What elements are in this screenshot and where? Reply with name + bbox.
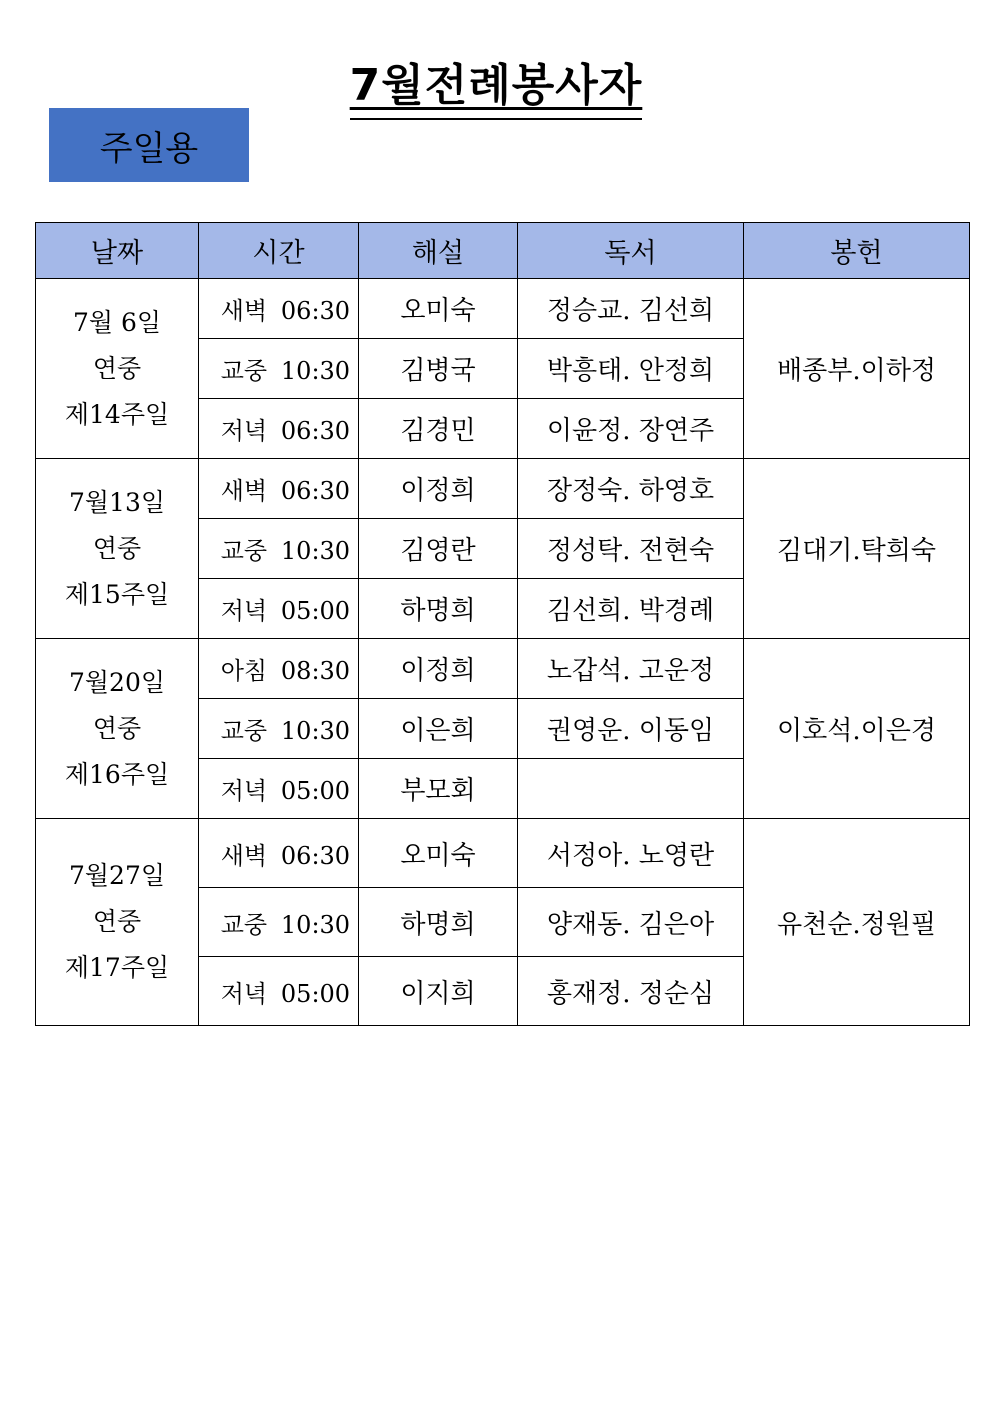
narrator-cell: 이정희	[359, 459, 518, 519]
readers-cell	[518, 759, 744, 819]
readers-cell: 노갑석. 고운정	[518, 639, 744, 699]
week-text: 제14주일	[64, 399, 170, 429]
page-title: 7월전례봉사자	[350, 58, 643, 120]
season-text: 연중	[92, 533, 142, 563]
season-text: 연중	[92, 713, 142, 743]
mass-label: 저녁	[220, 777, 268, 805]
table-row	[36, 639, 970, 699]
mass-label: 저녁	[220, 597, 268, 625]
header-time: 시간	[199, 223, 359, 279]
header-narrator: 해설	[359, 223, 518, 279]
readers-cell: 김선희. 박경례	[518, 579, 744, 639]
mass-time: 05:00	[280, 777, 351, 805]
mass-time: 05:00	[280, 979, 351, 1008]
time-cell	[199, 579, 359, 639]
header-row	[36, 223, 970, 279]
time-cell	[199, 699, 359, 759]
date-cell	[36, 639, 199, 819]
offering-cell: 배종부.이하정	[744, 279, 970, 459]
readers-cell: 박흥태. 안정희	[518, 339, 744, 399]
time-cell	[199, 759, 359, 819]
schedule-table	[35, 222, 970, 1026]
mass-label: 교중	[220, 357, 268, 385]
mass-time: 05:00	[280, 597, 351, 625]
header-offering: 봉헌	[744, 223, 970, 279]
mass-time: 06:30	[280, 297, 351, 325]
mass-time: 08:30	[280, 657, 351, 685]
season-text: 연중	[92, 353, 142, 383]
mass-label: 교중	[220, 717, 268, 745]
mass-time: 06:30	[280, 477, 351, 505]
date-cell	[36, 279, 199, 459]
date-text: 7월20일	[68, 667, 166, 697]
date-cell	[36, 459, 199, 639]
header-readers: 독서	[518, 223, 744, 279]
mass-label: 아침	[220, 657, 268, 685]
narrator-cell: 이지희	[359, 957, 518, 1026]
time-cell	[199, 819, 359, 888]
readers-cell: 서정아. 노영란	[518, 819, 744, 888]
mass-label: 새벽	[220, 297, 268, 325]
mass-time: 06:30	[280, 841, 351, 870]
readers-cell: 양재동. 김은아	[518, 888, 744, 957]
time-cell	[199, 639, 359, 699]
time-cell	[199, 957, 359, 1026]
time-cell	[199, 279, 359, 339]
mass-label: 새벽	[220, 477, 268, 505]
table-row	[36, 819, 970, 888]
readers-cell: 홍재정. 정순심	[518, 957, 744, 1026]
date-text: 7월27일	[68, 861, 166, 890]
header-date: 날짜	[36, 223, 199, 279]
mass-time: 10:30	[280, 717, 351, 745]
time-cell	[199, 888, 359, 957]
narrator-cell: 오미숙	[359, 819, 518, 888]
season-text: 연중	[92, 907, 142, 936]
narrator-cell: 오미숙	[359, 279, 518, 339]
time-cell	[199, 339, 359, 399]
narrator-cell: 이은희	[359, 699, 518, 759]
table-row	[36, 279, 970, 339]
narrator-cell: 하명희	[359, 888, 518, 957]
mass-time: 06:30	[280, 417, 351, 445]
mass-label: 교중	[220, 537, 268, 565]
readers-cell: 권영운. 이동임	[518, 699, 744, 759]
readers-cell: 장정숙. 하영호	[518, 459, 744, 519]
date-cell	[36, 819, 199, 1026]
mass-label: 저녁	[220, 417, 268, 445]
narrator-cell: 김경민	[359, 399, 518, 459]
mass-label: 교중	[220, 910, 268, 939]
time-cell	[199, 459, 359, 519]
table-row	[36, 459, 970, 519]
sunday-badge: 주일용	[49, 108, 249, 182]
mass-label: 저녁	[220, 979, 268, 1008]
readers-cell: 이윤정. 장연주	[518, 399, 744, 459]
readers-cell: 정승교. 김선희	[518, 279, 744, 339]
narrator-cell: 김영란	[359, 519, 518, 579]
offering-cell: 유천순.정원필	[744, 819, 970, 1026]
mass-time: 10:30	[280, 910, 351, 939]
mass-time: 10:30	[280, 357, 351, 385]
narrator-cell: 김병국	[359, 339, 518, 399]
date-text: 7월 6일	[72, 307, 162, 337]
narrator-cell: 이정희	[359, 639, 518, 699]
time-cell	[199, 519, 359, 579]
narrator-cell: 하명희	[359, 579, 518, 639]
mass-time: 10:30	[280, 537, 351, 565]
time-cell	[199, 399, 359, 459]
date-text: 7월13일	[68, 487, 166, 517]
offering-cell: 이호석.이은경	[744, 639, 970, 819]
week-text: 제15주일	[64, 579, 170, 609]
readers-cell: 정성탁. 전현숙	[518, 519, 744, 579]
week-text: 제16주일	[64, 759, 170, 789]
mass-label: 새벽	[220, 841, 268, 870]
week-text: 제17주일	[64, 953, 170, 982]
narrator-cell: 부모회	[359, 759, 518, 819]
offering-cell: 김대기.탁희숙	[744, 459, 970, 639]
